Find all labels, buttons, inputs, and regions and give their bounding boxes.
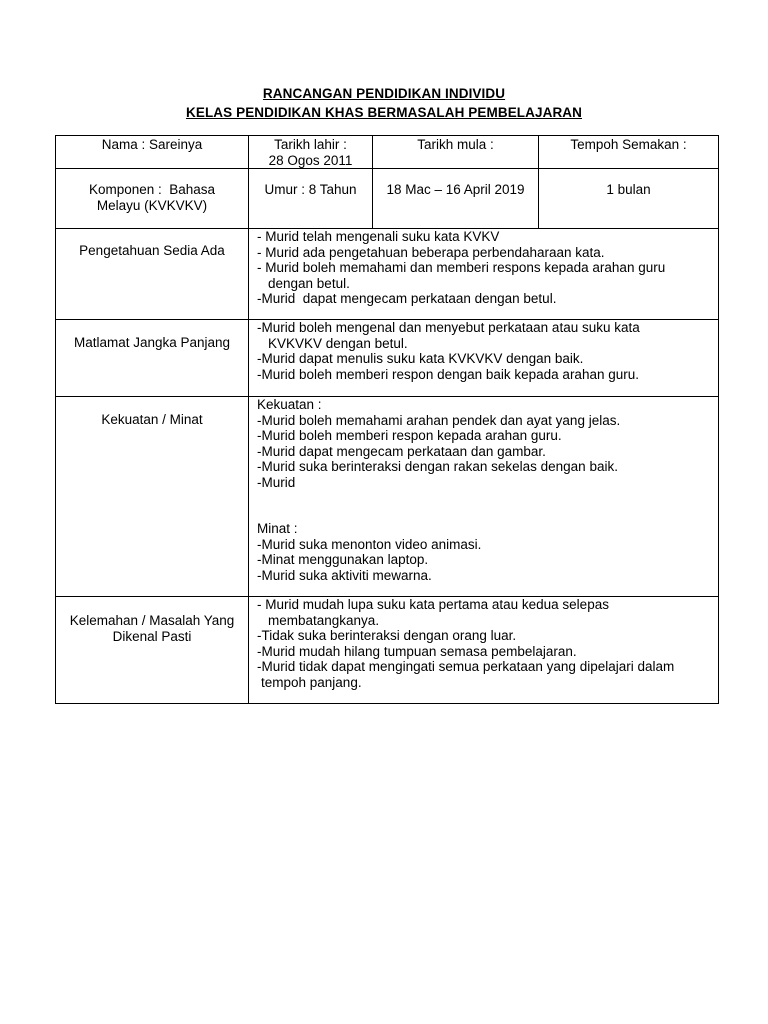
list-item: -Murid suka berinteraksi dengan rakan sekelas dengan baik. [257,459,618,474]
pengetahuan-label: Pengetahuan Sedia Ada [79,243,225,258]
list-item: -Murid tidak dapat mengingati semua perkataan yang dipelajari dalam [257,659,675,674]
list-item-continued: tempoh panjang. [261,674,362,690]
list-item: - Murid mudah lupa suku kata pertama atau kedua selepas [257,597,609,612]
komponen-line1: Komponen : Bahasa [88,182,216,197]
list-item: -Murid [257,474,296,490]
content-pengetahuan [249,229,719,320]
content-matlamat [249,320,719,397]
cell-tarikh-mula-value [373,169,539,229]
list-item-continued: KVKVKV dengan betul. [268,335,408,351]
document-subtitle: KELAS PENDIDIKAN KHAS BERMASALAH PEMBELAJARAN [185,105,583,120]
table-row-matlamat [56,320,719,397]
rpi-table [55,135,719,704]
label-pengetahuan [56,229,249,320]
kelemahan-label-line1: Kelemahan / Masalah Yang [69,613,235,628]
table-row-header-info [56,136,719,169]
tempoh-semakan-label: Tempoh Semakan : [570,137,687,152]
umur-text: Umur : 8 Tahun [264,182,357,197]
cell-tarikh-lahir [249,136,373,169]
list-item: -Minat menggunakan laptop. [257,552,429,567]
komponen-line2: Melayu (KVKVKV) [96,197,208,213]
cell-tempoh-semakan-label [539,136,719,169]
list-item: -Murid boleh memberi respon kepada arahan guru. [257,428,562,443]
table-row-values-info [56,169,719,229]
list-item: -Murid boleh memahami arahan pendek dan ayat yang jelas. [257,412,621,428]
list-item: -Murid dapat mengecam perkataan dan gambar. [257,443,546,459]
list-item: -Tidak suka berinteraksi dengan orang luar. [257,628,517,643]
cell-umur [249,169,373,229]
list-item: -Murid boleh memberi respon dengan baik kepada arahan guru. [257,366,639,382]
tarikh-mula-label: Tarikh mula : [417,137,494,152]
list-item: - Murid boleh memahami dan memberi respons kepada arahan guru [257,260,666,275]
matlamat-label: Matlamat Jangka Panjang [73,335,231,350]
minat-heading: Minat : [257,521,298,536]
label-kekuatan [56,397,249,597]
tarikh-lahir-value: 28 Ogos 2011 [268,152,353,168]
label-kelemahan [56,597,249,704]
spacer [257,490,712,521]
table-row-kekuatan [56,397,719,597]
list-item: -Murid boleh mengenal dan menyebut perkataan atau suku kata [257,320,640,335]
cell-komponen [56,169,249,229]
list-item: -Murid mudah hilang tumpuan semasa pembelajaran. [257,643,577,659]
list-item: -Murid suka aktiviti mewarna. [257,567,432,583]
cell-tempoh-semakan-value [539,169,719,229]
table-row-pengetahuan [56,229,719,320]
label-matlamat [56,320,249,397]
table-row-kelemahan [56,597,719,704]
document-title: RANCANGAN PENDIDIKAN INDIVIDU [262,86,506,101]
list-item: -Murid dapat menulis suku kata KVKVKV dengan baik. [257,351,584,366]
nama-text: Nama : Sareinya [101,137,203,152]
list-item: - Murid ada pengetahuan beberapa perbendaharaan kata. [257,244,605,260]
cell-tarikh-mula-label [373,136,539,169]
kelemahan-label-line2: Dikenal Pasti [112,628,192,644]
list-item: -Murid dapat mengecam perkataan dengan betul. [257,291,557,306]
kekuatan-label: Kekuatan / Minat [101,412,203,427]
kekuatan-heading: Kekuatan : [257,397,322,412]
list-item-continued: membatangkanya. [268,612,380,628]
list-item: - Murid telah mengenali suku kata KVKV [257,229,500,244]
tarikh-mula-value: 18 Mac – 16 April 2019 [386,182,525,197]
content-kelemahan [249,597,719,704]
list-item-continued: dengan betul. [268,275,350,291]
tarikh-lahir-label: Tarikh lahir : [274,137,347,152]
cell-nama [56,136,249,169]
content-kekuatan [249,397,719,597]
tempoh-semakan-value: 1 bulan [606,182,651,197]
list-item: -Murid suka menonton video animasi. [257,536,482,552]
